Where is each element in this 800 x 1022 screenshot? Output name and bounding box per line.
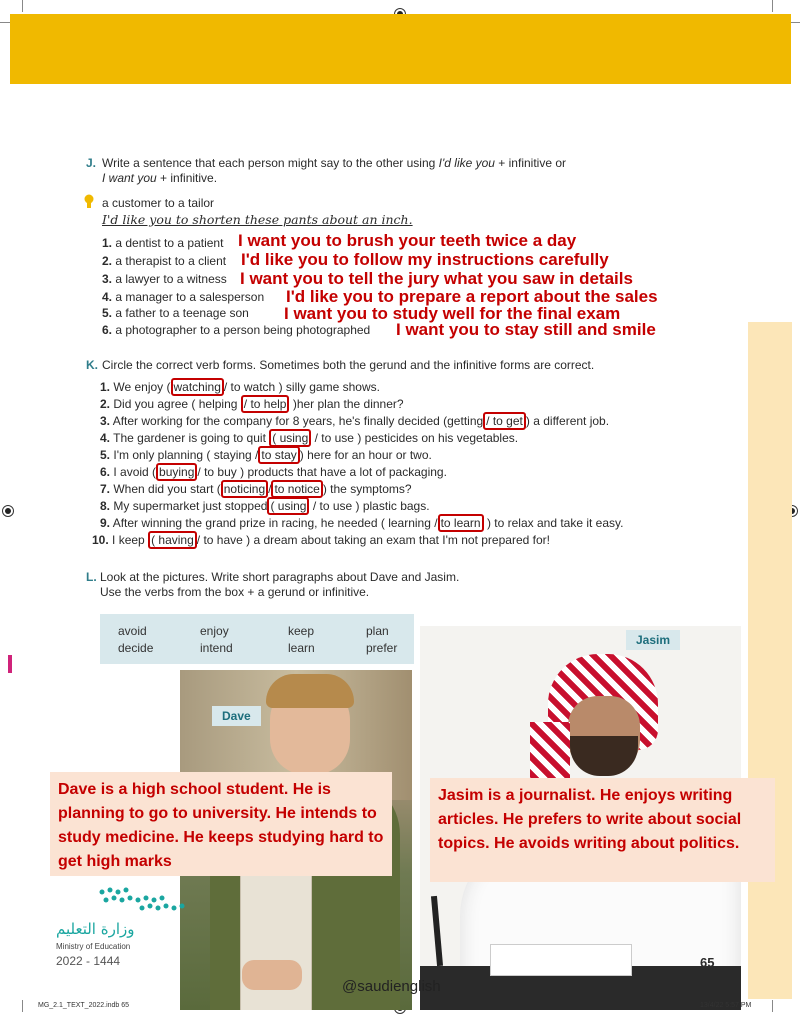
- circled-answer: watching: [171, 378, 224, 396]
- item-text: products that have a lot of packaging.: [247, 465, 447, 479]
- circled-answer: to stay: [258, 446, 299, 464]
- item-number: 8.: [100, 499, 111, 513]
- crop-mark: [22, 1000, 23, 1012]
- side-tab-marker: [8, 655, 12, 673]
- jasim-name-label: Jasim: [626, 630, 680, 650]
- item-number: 5.: [102, 306, 113, 320]
- crop-mark: [22, 0, 23, 12]
- list-item: [100, 465, 447, 480]
- item-text: a dream about taking an exam that I'm not prepared for!: [253, 533, 550, 547]
- verb-word: plan: [366, 624, 389, 638]
- list-item: [102, 236, 223, 251]
- pen: [431, 896, 443, 966]
- handwritten-answer: I want you to brush your teeth twice a day: [238, 231, 577, 250]
- item-text: My supermarket just stopped: [113, 499, 268, 513]
- section-j-instruction: [102, 156, 566, 186]
- item-number: 6.: [100, 465, 111, 479]
- item-text: ): [486, 516, 491, 530]
- handwritten-answer: I want you to study well for the final exam: [284, 304, 621, 323]
- list-item: [102, 323, 370, 338]
- dave-hand: [242, 960, 302, 990]
- item-prompt: a therapist to a client: [115, 254, 227, 268]
- item-text: I'm only planning ( staying /: [113, 448, 259, 462]
- ministry-year: 2022 - 1444: [56, 954, 121, 968]
- verb-word: decide: [118, 641, 154, 655]
- watermark: @saudienglish: [342, 978, 441, 995]
- item-number: 1.: [100, 380, 111, 394]
- circled-answer: / to get: [483, 412, 526, 430]
- item-number: 4.: [100, 431, 111, 445]
- header-band: [10, 14, 791, 84]
- registration-mark: [2, 505, 14, 517]
- item-text: We enjoy (: [113, 380, 171, 394]
- circled-answer: to notice: [271, 480, 322, 498]
- instruction-emphasis: I'd like you: [438, 156, 495, 170]
- item-text: I avoid (: [113, 465, 157, 479]
- item-text: to relax and take it easy.: [494, 516, 624, 530]
- item-text: Did you agree ( helping: [113, 397, 241, 411]
- handwritten-answer: I'd like you to follow my instructions carefully: [241, 250, 609, 269]
- item-number: 6.: [102, 323, 113, 337]
- item-text: pesticides on his vegetables.: [364, 431, 519, 445]
- item-text: I keep: [112, 533, 145, 547]
- item-text: After working for the company for 8 years, he's finally decided (getting: [112, 414, 484, 428]
- list-item: [102, 290, 264, 305]
- item-prompt: a lawyer to a witness: [115, 272, 227, 286]
- handwritten-answer: I want you to tell the jury what you saw in details: [240, 269, 633, 288]
- item-text: / to buy ): [197, 465, 245, 479]
- verb-word: learn: [288, 641, 315, 655]
- item-text: ) silly game shows.: [278, 380, 380, 394]
- ministry-logo-icon: [96, 884, 190, 916]
- list-item: [100, 448, 432, 463]
- item-number: 1.: [102, 236, 113, 250]
- item-text: ) the symptoms?: [322, 482, 412, 496]
- item-text: here for an hour or two.: [307, 448, 432, 462]
- item-prompt: a photographer to a person being photographed: [115, 323, 371, 337]
- circled-answer: ( using: [269, 429, 311, 447]
- page-number: 65: [700, 955, 715, 970]
- item-text: The gardener is going to quit: [113, 431, 266, 445]
- section-l-instruction: [100, 570, 459, 600]
- lightbulb-icon: [84, 194, 94, 210]
- dave-name-label: Dave: [212, 706, 261, 726]
- item-text: When did you start (: [113, 482, 221, 496]
- list-item: [92, 533, 550, 548]
- item-number: 5.: [100, 448, 111, 462]
- paper: [490, 944, 632, 976]
- list-item: [100, 499, 430, 514]
- verb-word: keep: [288, 624, 315, 638]
- item-text: plastic bags.: [362, 499, 430, 513]
- item-text: / to use ): [314, 431, 362, 445]
- circled-answer: buying: [156, 463, 197, 481]
- item-text: / to use ): [312, 499, 360, 513]
- verb-word: avoid: [118, 624, 147, 638]
- verb-word: enjoy: [200, 624, 229, 638]
- item-number: 7.: [100, 482, 111, 496]
- circled-answer: ( using: [267, 497, 309, 515]
- item-text: ): [299, 448, 304, 462]
- item-text: her plan the dinner?: [296, 397, 404, 411]
- section-k-instruction: Circle the correct verb forms. Sometimes both the gerund and the infinitive forms are correct.: [102, 358, 595, 372]
- ministry-arabic-name: وزارة التعليم: [56, 920, 135, 938]
- ministry-english-name: Ministry of Education: [56, 942, 131, 951]
- verb-word: intend: [200, 641, 233, 655]
- item-number: 10.: [92, 533, 109, 547]
- circled-answer: ( having: [148, 531, 197, 549]
- item-number: 2.: [102, 254, 113, 268]
- item-text: ): [292, 397, 297, 411]
- example-answer: I'd like you to shorten these pants about an inch.: [102, 212, 413, 227]
- section-l-letter: L.: [86, 570, 97, 584]
- circled-answer: / to help: [241, 395, 290, 413]
- instruction-emphasis: I want you: [102, 171, 157, 185]
- jasim-paragraph: Jasim is a journalist. He enjoys writing articles. He prefers to write about social topics. He avoids writing about politics.: [430, 778, 775, 882]
- list-item: [100, 431, 518, 446]
- crop-mark: [772, 0, 773, 12]
- item-prompt: a dentist to a patient: [115, 236, 224, 250]
- section-j-letter: J.: [86, 156, 97, 170]
- side-strip: [748, 322, 792, 999]
- crop-mark: [772, 1000, 773, 1012]
- item-number: 2.: [100, 397, 111, 411]
- section-k-letter: K.: [86, 358, 98, 372]
- item-number: 4.: [102, 290, 113, 304]
- item-text: a different job.: [533, 414, 610, 428]
- item-number: 3.: [102, 272, 113, 286]
- example-prompt: a customer to a tailor: [102, 196, 215, 210]
- dave-paragraph: Dave is a high school student. He is planning to go to university. He intends to study medicine. He keeps studying hard to get high marks: [50, 772, 392, 876]
- dave-hair: [266, 674, 354, 708]
- item-number: 3.: [100, 414, 111, 428]
- list-item: [102, 254, 226, 269]
- instruction-text: + infinitive.: [156, 171, 218, 185]
- item-text: / to have ): [196, 533, 251, 547]
- item-text: After winning the grand prize in racing, he needed ( learning /: [112, 516, 438, 530]
- item-text: / to watch: [223, 380, 276, 394]
- verb-word: prefer: [366, 641, 398, 655]
- circled-answer: noticing: [221, 480, 268, 498]
- item-number: 9.: [100, 516, 111, 530]
- instruction-text: Look at the pictures. Write short paragraphs about Dave and Jasim.: [100, 570, 460, 584]
- item-text: /: [268, 482, 272, 496]
- instruction-text: Write a sentence that each person might say to the other using: [102, 156, 439, 170]
- item-prompt: a father to a teenage son: [115, 306, 249, 320]
- instruction-text: + infinitive or: [494, 156, 567, 170]
- item-text: ): [525, 414, 530, 428]
- list-item: [100, 414, 609, 429]
- list-item: [102, 272, 227, 287]
- list-item: [100, 380, 380, 395]
- list-item: [100, 516, 623, 531]
- verb-box: [100, 614, 414, 664]
- handwritten-answer: I want you to stay still and smile: [396, 320, 656, 339]
- list-item: [102, 306, 249, 321]
- list-item: [100, 482, 412, 497]
- circled-answer: to learn: [438, 514, 484, 532]
- list-item: [100, 397, 404, 412]
- jasim-beard: [570, 736, 638, 776]
- item-prompt: a manager to a salesperson: [115, 290, 265, 304]
- print-footer-timestamp: 13/4/22 5:57 PM: [700, 1002, 752, 1009]
- instruction-text: Use the verbs from the box + a gerund or infinitive.: [100, 585, 370, 599]
- handwritten-answer: I'd like you to prepare a report about the sales: [286, 287, 658, 306]
- print-footer-file: MG_2.1_TEXT_2022.indb 65: [38, 1002, 130, 1009]
